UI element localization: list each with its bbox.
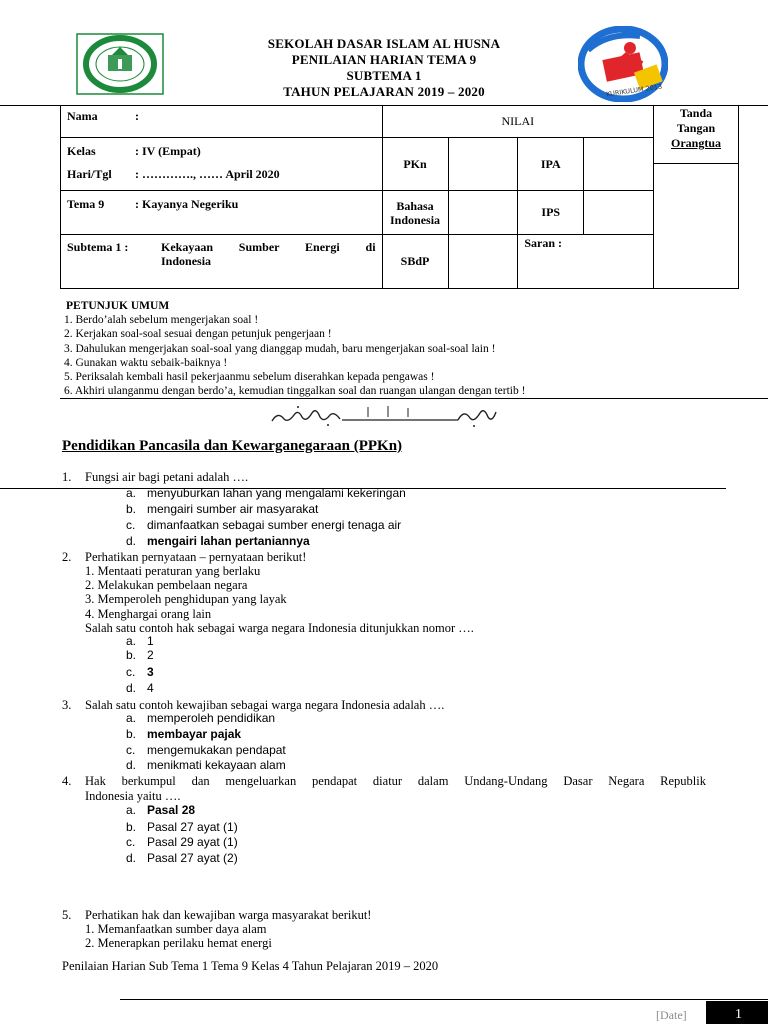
kelas-cell	[61, 138, 383, 164]
school-name: SEKOLAH DASAR ISLAM AL HUSNA	[267, 36, 501, 51]
option-text[interactable]: memperoleh pendidikan	[147, 711, 276, 725]
question-number: 3.	[62, 698, 72, 712]
option-text[interactable]: mengemukakan pendapat	[147, 743, 286, 757]
option-letter: a.	[126, 486, 137, 500]
option-letter: c.	[126, 518, 136, 532]
option-letter: d.	[126, 681, 137, 695]
option-text[interactable]: 2	[147, 648, 154, 662]
question-text: Perhatikan pernyataan – pernyataan berikut!	[85, 550, 307, 564]
statement: 1. Memanfaatkan sumber daya alam	[85, 922, 267, 936]
option-letter: d.	[126, 534, 137, 548]
option-text[interactable]: dimanfaatkan sebagai sumber energi tenaga air	[147, 518, 402, 532]
ipa-score-cell[interactable]	[584, 138, 654, 191]
ips-score-cell[interactable]	[584, 191, 654, 235]
option-letter: b.	[126, 648, 137, 662]
bismillah-calligraphy-icon	[268, 403, 500, 429]
tema-value: : Kayanya Negeriku	[135, 197, 239, 211]
option-text-answer[interactable]: 3	[147, 665, 154, 679]
option-text[interactable]: Pasal 27 ayat (2)	[147, 851, 238, 865]
nama-cell[interactable]	[61, 106, 383, 138]
subtema-value-line2: Indonesia	[161, 254, 212, 268]
sbdp-label: SBdP	[382, 235, 448, 289]
divider	[60, 398, 768, 399]
hari-value: : …………., …… April 2020	[135, 166, 280, 181]
tanda-tangan-cell[interactable]	[654, 106, 739, 164]
question-number: 2.	[62, 550, 72, 564]
subtema-label: Subtema 1 :	[67, 240, 129, 254]
divider	[120, 999, 768, 1000]
option-letter: c.	[126, 835, 136, 849]
orangtua-label: Orangtua	[671, 136, 722, 150]
statement: 3. Memperoleh penghidupan yang layak	[85, 592, 287, 606]
option-text[interactable]: mengairi sumber air masyarakat	[147, 502, 319, 516]
tema-label: Tema 9	[67, 197, 105, 211]
option-text[interactable]: 4	[147, 681, 154, 695]
subtema-value-line1: Kekayaan Sumber Energi di	[161, 240, 376, 254]
footer-text: Penilaian Harian Sub Tema 1 Tema 9 Kelas 4 Tahun Pelajaran 2019 – 2020	[62, 959, 439, 973]
question-text: Salah satu contoh kewajiban sebagai warga negara Indonesia adalah ….	[85, 698, 445, 712]
statement: 4. Menghargai orang lain	[85, 607, 212, 621]
option-text[interactable]: menyuburkan lahan yang mengalami kekeringan	[147, 486, 406, 500]
option-letter: b.	[126, 727, 137, 741]
svg-text:KURIKULUM 2013: KURIKULUM 2013	[605, 82, 663, 99]
option-text[interactable]: menikmati kekayaan alam	[147, 758, 286, 772]
question-text: Hak berkumpul dan mengeluarkan pendapat diatur dalam Undang-Undang Dasar Negara Republik	[85, 774, 706, 788]
option-text-answer[interactable]: mengairi lahan pertaniannya	[147, 534, 310, 548]
option-text[interactable]: Pasal 29 ayat (1)	[147, 835, 238, 849]
divider	[739, 105, 768, 106]
tema-cell	[61, 191, 383, 235]
option-letter: d.	[126, 851, 137, 865]
kelas-value: : IV (Empat)	[135, 144, 201, 158]
question-text-cont: Indonesia yaitu ….	[85, 789, 181, 803]
nilai-header: NILAI	[382, 106, 654, 138]
option-letter: c.	[126, 743, 136, 757]
student-info-table	[60, 105, 739, 289]
footer-date: [Date]	[656, 1008, 687, 1022]
tanda-label: Tanda	[679, 106, 713, 120]
petunjuk-item: 3. Dahulukan mengerjakan soal-soal yang dianggap mudah, baru mengerjakan soal-soal lain !	[64, 342, 496, 355]
subtema-cell	[61, 235, 383, 289]
signature-cell[interactable]	[654, 164, 739, 289]
subtheme-title: SUBTEMA 1	[346, 68, 422, 83]
nama-value: :	[135, 109, 139, 123]
option-letter: b.	[126, 502, 137, 516]
pkn-label: PKn	[382, 138, 448, 191]
petunjuk-list	[64, 313, 525, 399]
option-text[interactable]: Pasal 27 ayat (1)	[147, 820, 238, 834]
option-letter: b.	[126, 820, 137, 834]
petunjuk-item: 6. Akhiri ulanganmu dengan berdo’a, kemudian tinggalkan soal dan ruangan ulangan dengan tertib !	[64, 385, 526, 398]
option-text[interactable]: 1	[147, 634, 154, 648]
ips-label: IPS	[518, 191, 584, 235]
option-text-answer[interactable]: Pasal 28	[147, 803, 196, 817]
school-year: TAHUN PELAJARAN 2019 – 2020	[283, 84, 485, 99]
question-number: 5.	[62, 908, 72, 922]
option-letter: a.	[126, 634, 137, 648]
saran-cell[interactable]	[518, 235, 654, 289]
question-number: 1.	[62, 470, 72, 484]
option-letter: c.	[126, 665, 136, 679]
question-prompt: Salah satu contoh hak sebagai warga negara Indonesia ditunjukkan nomor ….	[85, 621, 474, 635]
question-number: 4.	[62, 774, 72, 788]
statement: 2. Melakukan pembelaan negara	[85, 578, 248, 592]
statement: 1. Mentaati peraturan yang berlaku	[85, 564, 261, 578]
petunjuk-item: 4. Gunakan waktu sebaik-baiknya !	[64, 356, 228, 369]
section-title: Pendidikan Pancasila dan Kewarganegaraan (PPKn)	[62, 438, 403, 454]
statement: 2. Menerapkan perilaku hemat energi	[85, 936, 272, 950]
bahasa-indonesia-label: Bahasa Indonesia	[382, 191, 448, 235]
divider	[0, 105, 60, 106]
nama-label: Nama	[67, 109, 98, 123]
option-letter: d.	[126, 758, 137, 772]
kelas-label: Kelas	[67, 144, 96, 158]
option-letter: a.	[126, 803, 137, 817]
question-text: Fungsi air bagi petani adalah ….	[85, 470, 249, 484]
option-letter: a.	[126, 711, 137, 725]
petunjuk-item: 1. Berdo’alah sebelum mengerjakan soal !	[64, 314, 259, 326]
option-text-answer[interactable]: membayar pajak	[147, 727, 242, 741]
page-number: 1	[706, 1001, 768, 1024]
ipa-label: IPA	[518, 138, 584, 191]
hari-label: Hari/Tgl	[67, 166, 112, 181]
petunjuk-item: 5. Periksalah kembali hasil pekerjaanmu sebelum diserahkan kepada pengawas !	[64, 371, 435, 384]
petunjuk-title: PETUNJUK UMUM	[66, 300, 170, 312]
pkn-score-cell[interactable]	[448, 138, 518, 191]
tangan-label: Tangan	[676, 121, 716, 135]
question-text: Perhatikan hak dan kewajiban warga masyarakat berikut!	[85, 908, 372, 922]
sbdp-score-cell[interactable]	[448, 235, 518, 289]
exam-title: PENILAIAN HARIAN TEMA 9	[291, 52, 477, 67]
hari-cell[interactable]	[61, 164, 383, 191]
bahasa-score-cell[interactable]	[448, 191, 518, 235]
saran-label: Saran :	[524, 236, 562, 250]
petunjuk-item: 2. Kerjakan soal-soal sesuai dengan petunjuk pengerjaan !	[64, 328, 332, 341]
